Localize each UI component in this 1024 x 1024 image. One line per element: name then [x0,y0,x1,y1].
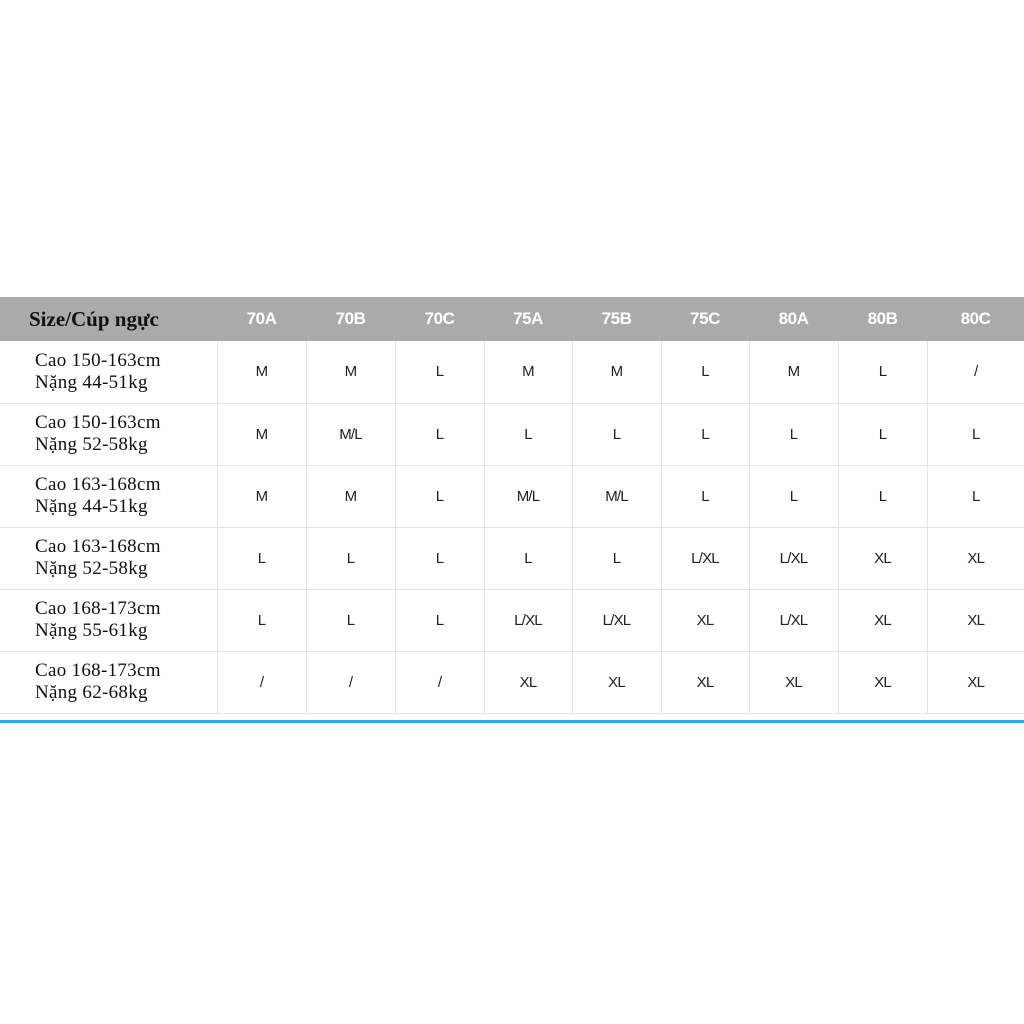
size-cell: L/XL [484,589,572,651]
table-row [0,465,1024,527]
size-cell: L [484,527,572,589]
size-cell: L [395,403,484,465]
size-cell: L [661,341,749,403]
size-cell: XL [927,651,1024,713]
height-range: Cao 150-163cm [35,412,161,433]
size-cell: / [306,651,395,713]
size-cell: L [395,341,484,403]
size-cell: L/XL [572,589,661,651]
height-range: Cao 163-168cm [35,474,161,495]
header-cup-80a: 80A [778,309,809,328]
header-cup-70c: 70C [424,309,455,328]
size-cell: XL [838,589,927,651]
size-cell: L [927,403,1024,465]
table-row [0,651,1024,713]
size-cell: M/L [306,403,395,465]
size-cell: L [306,527,395,589]
size-cell: L [838,465,927,527]
header-cup-75c: 75C [690,309,720,328]
weight-range: Nặng 44-51kg [35,371,148,393]
table-header-row [0,297,1024,341]
size-cell: L [661,465,749,527]
size-cell: M [306,341,395,403]
size-cell: M/L [572,465,661,527]
size-cell: / [395,651,484,713]
size-cell: L [306,589,395,651]
size-cell: L [661,403,749,465]
size-cell: L [749,465,838,527]
weight-range: Nặng 62-68kg [35,682,148,703]
body-measure-cell [0,465,217,527]
header-cup-75a: 75A [513,309,543,328]
size-cell: M [484,341,572,403]
size-cell: XL [661,589,749,651]
size-cell: M [749,341,838,403]
size-cell: XL [572,651,661,713]
size-cell: L [572,527,661,589]
body-measure-cell [0,589,217,651]
weight-range: Nặng 44-51kg [35,496,148,517]
size-cell: XL [484,651,572,713]
header-cup-80b: 80B [867,309,898,328]
size-cell: L [572,403,661,465]
size-chart-table [0,297,1024,714]
header-cup-80c: 80C [960,309,991,328]
table-row [0,527,1024,589]
size-cell: L/XL [749,527,838,589]
weight-range: Nặng 52-58kg [35,434,148,455]
height-range: Cao 168-173cm [35,660,161,681]
size-cell: L [838,403,927,465]
size-cell: M [217,465,306,527]
header-cup-70a: 70A [246,309,277,328]
height-range: Cao 163-168cm [35,536,161,557]
weight-range: Nặng 55-61kg [35,620,148,641]
header-size-cup-label: Size/Cúp ngực [29,306,159,331]
size-cell: XL [927,589,1024,651]
header-cup-70b: 70B [335,309,366,328]
size-cell: / [217,651,306,713]
table-row [0,341,1024,403]
size-cell: / [927,341,1024,403]
header-cup-75b: 75B [601,309,632,328]
size-cell: L/XL [661,527,749,589]
size-cell: XL [838,527,927,589]
size-cell: L [484,403,572,465]
table-row [0,403,1024,465]
size-cell: L [395,527,484,589]
size-cell: L [395,465,484,527]
size-cell: XL [927,527,1024,589]
body-measure-cell [0,651,217,713]
size-cell: M [217,403,306,465]
size-cell: M [306,465,395,527]
body-measure-cell [0,403,217,465]
size-cell: XL [749,651,838,713]
height-range: Cao 150-163cm [35,349,161,371]
size-cell: M [572,341,661,403]
size-cell: XL [838,651,927,713]
table-row [0,589,1024,651]
body-measure-cell [0,341,217,403]
size-cell: L [927,465,1024,527]
weight-range: Nặng 52-58kg [35,558,148,579]
size-cell: L [395,589,484,651]
body-measure-cell [0,527,217,589]
size-cell: L [749,403,838,465]
size-cell: L [217,589,306,651]
size-cell: XL [661,651,749,713]
height-range: Cao 168-173cm [35,598,161,619]
size-cell: M/L [484,465,572,527]
size-cell: L/XL [749,589,838,651]
accent-divider-line [0,720,1024,723]
size-cell: L [838,341,927,403]
size-cell: L [217,527,306,589]
size-cell: M [217,341,306,403]
